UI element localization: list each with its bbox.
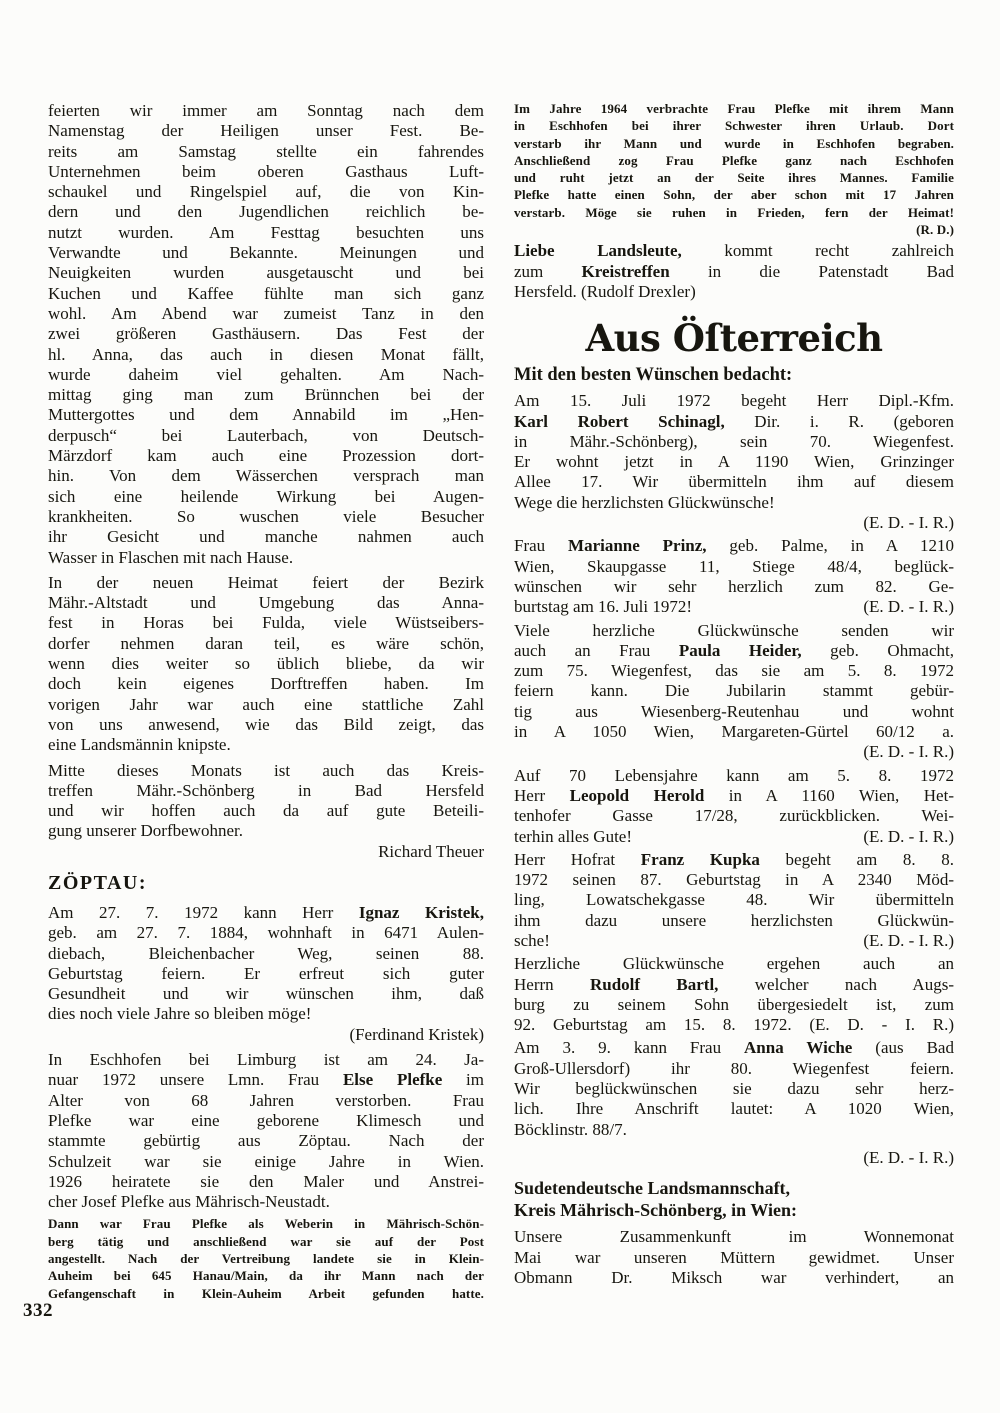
right-column xyxy=(514,100,954,1288)
left-column xyxy=(48,101,484,1302)
section-heading-zoeptau: ZÖPTAU: xyxy=(48,871,148,894)
section-heading-aus-oesterreich: Aus Öſterreich xyxy=(585,316,883,361)
heading-landsmannschaft-line2: Kreis Mährisch-Schönberg, in Wien: xyxy=(514,1199,798,1220)
paragraph-wiche: Am 3. 9. kann Frau Anna Wiche (aus Bad Groß-Ullersdorf) ihr 80. Wiegenfest feiern. Wir beglückwünschen sie dazu sehr herz- lich. Ihre Anschrift lautet: A 1020 Wien, Böcklinstr. 88/7. xyxy=(514,1038,954,1139)
paragraph-kupka: Herr Hofrat Franz Kupka begeht am 8. 8. 1972 seinen 87. Geburtstag in A 2340 Möd- ling, Lowatschekgasse 48. Wir übermitteln ihm dazu unsere herzlichsten Glückwün- sche! (E. D. - I. R.) xyxy=(514,849,954,950)
signature-ed-ir-schinagl: (E. D. - I. R.) xyxy=(863,513,954,533)
paragraph-else-plefke: In Eschhofen bei Limburg ist am 24. Ja- nuar 1972 unsere Lmn. Frau Else Plefke im Alter von 68 Jahren verstorben. Frau Plefke war eine geborene Klimesch und stammte gebürtig aus Zöptau. Nach der Schulzeit war sie einige Jahre in Wien. 1926 heiratete sie den Maler und Anstrei- cher Josef Plefke aus Mährisch-Neustadt. xyxy=(48,1050,484,1212)
signature-ferdinand-kristek: (Ferdinand Kristek) xyxy=(349,1024,484,1044)
paragraph-annafest: feierten wir immer am Sonntag nach dem Namenstag der Heiligen unser Fest. Be- reits am Samstag stellte ein fahrendes Unternehmen beim oberen Gasthaus Luft- schaukel und Ringelspiel auf, die von Kin- dern und den Jugendlichen reichlich be- nutzt wurden. Am Festtag besuchten uns Verwandte und Bekannte. Meinungen und Neuigkeiten wurden ausgetauscht und bei Kuchen und Kaffee fühlte man sich ganz wohl. Am Abend war zumeist Tanz in den zwei größeren Gasthäusern. Das Fest der hl. Anna, das auch in diesen Monat fällt, wurde daheim viel gehalten. Am Nach- mittag ging man zum Brünnchen bei der Muttergottes und dem Annabild im „Hen- derpusch“ bei Lauterbach, von Deutsch- Märzdorf kam auch eine Prozession dort- hin. Von dem Wässerchen versprach man sich eine heilende Wirkung bei Augen- krankheiten. So wuschen viele Besucher ihr Gesicht und manche nahmen auch Wasser in Flaschen mit nach Hause. xyxy=(48,101,484,567)
paragraph-ignaz-kristek: Am 27. 7. 1972 kann Herr Ignaz Kristek, geb. am 27. 7. 1884, wohnhaft in 6471 Aulen- diebach, Bleichenbacher Weg, seinen 88. Geburtstag feiern. Er erfreut sich guter Gesundheit und wir wünschen ihm, daß dies noch viele Jahre so bleiben möge! xyxy=(48,902,484,1024)
paragraph-prinz: Frau Marianne Prinz, geb. Palme, in A 1210 Wien, Skaupgasse 11, Stiege 48/4, beglück- wünschen wir sehr herzlich zum 82. Ge- burtstag am 16. Juli 1972! (E. D. - I. R.) xyxy=(514,536,954,617)
page-number: 332 xyxy=(23,1300,53,1321)
signature-richard-theuer: Richard Theuer xyxy=(378,841,484,861)
paragraph-bartl: Herzliche Glückwünsche ergehen auch an Herrn Rudolf Bartl, welcher nach Augs- burg zu seinem Sohn übergesiedelt ist, zum 92. Geburtstag am 15. 8. 1972. (E. D. - I. R.) xyxy=(514,954,954,1035)
paragraph-schinagl: Am 15. Juli 1972 begeht Herr Dipl.-Kfm. Karl Robert Schinagl, Dir. i. R. (geboren in Mähr.-Schönberg), sein 70. Wiegenfest. Er wohnt jetzt in A 1190 Wien, Grinzinger Allee 17. Wir übermitteln ihm auf diesem Wege die herzlichsten Glückwünsche! xyxy=(514,391,954,512)
heading-landsmannschaft xyxy=(514,1178,954,1221)
signature-ed-ir-heider: (E. D. - I. R.) xyxy=(863,742,954,762)
signature-ed-ir-wiche: (E. D. - I. R.) xyxy=(863,1147,954,1167)
signature-rd: (R. D.) xyxy=(916,222,954,238)
paragraph-kreistreffen: Mitte dieses Monats ist auch das Kreis- treffen Mähr.-Schönberg in Bad Hersfeld und wir hoffen auch da auf gute Beteili- gung unserer Dorfbewohner. xyxy=(48,760,484,841)
heading-landsmannschaft-line1: Sudetendeutsche Landsmannschaft, xyxy=(514,1178,791,1199)
paragraph-herold: Auf 70 Lebensjahre kann am 5. 8. 1972 Herr Leopold Herold in A 1160 Wien, Het- tenhofer Gasse 17/28, zurückblicken. Wei- terhin alles Gute! (E. D. - I. R.) xyxy=(514,765,954,846)
paragraph-heider: Viele herzliche Glückwünsche senden wir auch an Frau Paula Heider, geb. Ohmacht, zum 75. Wiegenfest, das sie am 5. 8. 1972 feiern kann. Die Jubilarin stammt gebür- tig aus Wiesenberg-Reutenhau und wohnt in A 1050 Wien, Margareten-Gürtel 60/12 a. xyxy=(514,620,954,742)
paragraph-liebe-landsleute: Liebe Landsleute, kommt recht zahlreich zum Kreistreffen in die Patenstadt Bad Hersfeld. (Rudolf Drexler) xyxy=(514,241,955,301)
paragraph-else-plefke-small: Dann war Frau Plefke als Weberin in Mährisch-Schön- berg tätig und anschließend war sie auf der Post angestellt. Nach der Vertreibung landete sie in Klein- Auheim bei 645 Hanau/Main, da ihr Mann nach der Gefangenschaft in Klein-Auheim Arbeit gefunden hatte. xyxy=(48,1216,484,1301)
paragraph-neue-heimat: In der neuen Heimat feiert der Bezirk Mähr.-Altstadt und Umgebung das Anna- fest in Horas bei Fulda, viele Wüstseibers- dorfer nehmen daran teil, es wäre schön, wenn dies weiter so üblich bliebe, da wir doch kein eigenes Dorftreffen haben. Im vorigen Jahr war auch eine stattliche Zahl von uns anwesend, wie das Bild zeigt, das eine Landsmännin knipste. xyxy=(48,572,484,755)
paragraph-plefke-urlaub-small: Im Jahre 1964 verbrachte Frau Plefke mit ihrem Mann in Eschhofen bei ihrer Schwester ihren Urlaub. Dort verstarb ihr Mann und wurde in Eschhofen begraben. Anschließend zog Frau Plefke ganz nach Eschhofen und ruht jetzt an der Seite ihres Mannes. Familie Plefke hatte einen Sohn, der aber schon mit 17 Jahren verstarb. Möge sie ruhen in Frieden, fern der Heimat! xyxy=(514,101,954,220)
paragraph-zusammenkunft: Unsere Zusammenkunft im Wonnemonat Mai war unseren Müttern gewidmet. Unser Obmann Dr. Miksch war verhindert, an xyxy=(514,1227,954,1287)
subheading-wuensche: Mit den besten Wünschen bedacht: xyxy=(514,365,793,386)
